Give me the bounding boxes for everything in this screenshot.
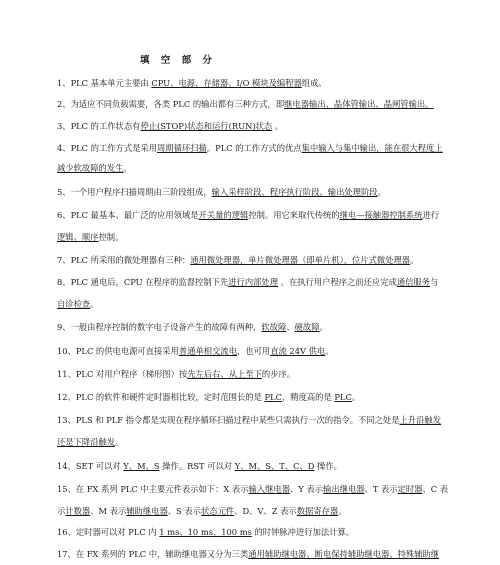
- answer-text: 通用微处理器，单片微处理器（即单片机），位片式微处理器: [190, 255, 411, 265]
- question-text: 的步序。: [261, 369, 296, 379]
- answer-text: 计数器: [65, 506, 91, 516]
- answer-text: 自诊检查: [57, 299, 91, 309]
- answer-text: 直流 24V 供电: [270, 346, 326, 356]
- question-text: 。: [123, 163, 132, 173]
- question-text: 13、PLS 和 PLF 指令都是实现在程序循环扫描过程中某些只需执行一次的指令。不同之处是: [57, 415, 400, 425]
- question-text: 、D、V、Z 表示: [234, 506, 297, 516]
- answer-text: 硬故障: [294, 322, 320, 332]
- question-text: 12、PLC 的软件和硬件定时器相比较，定时范围长的是: [57, 392, 265, 402]
- question-text: 14、SET 可以对: [57, 461, 124, 471]
- question-text: 11、PLC 对用户程序（梯形图）按: [57, 369, 188, 379]
- question-line: [57, 506, 347, 517]
- question-line: [57, 346, 334, 357]
- question-text: 。: [410, 255, 419, 265]
- question-line: [57, 121, 283, 132]
- question-text: 2、为适应不同负载需要，各类 PLC 的输出都有三种方式，即: [57, 99, 285, 109]
- answer-text: 定时器: [397, 484, 423, 494]
- question-line: [57, 143, 443, 154]
- answer-text: 停止(STOP)状态和运行(RUN)状态: [140, 121, 273, 131]
- question-text: 与: [430, 277, 439, 287]
- question-text: 16、定时器可以对 PLC 内: [57, 527, 160, 537]
- question-line: [57, 369, 295, 380]
- answer-text: 还是下降沿触发: [57, 437, 116, 447]
- answer-text: 集中输入与集中输出，能在很大程度上: [301, 143, 443, 153]
- question-text: 、M 表示: [90, 506, 127, 516]
- question-line: [57, 232, 123, 243]
- question-text: 控制。用它来取代传统的: [248, 210, 340, 220]
- answer-text: 先左后右、从上至下: [187, 369, 262, 379]
- question-text: 、T 表示: [364, 484, 398, 494]
- question-text: 6、PLC 最基本、最广泛的应用领域是: [57, 210, 199, 220]
- question-line: [57, 210, 439, 221]
- question-text: 9、一般由程序控制的数字电子设备产生的故障有两种，: [57, 322, 262, 332]
- answer-text: PLC: [264, 392, 282, 402]
- answer-text: 上升沿触发: [399, 415, 441, 425]
- question-line: [57, 277, 438, 288]
- question-line: [57, 392, 360, 403]
- answer-text: 输入采样阶段、程序执行阶段、输出处理阶段: [211, 187, 378, 197]
- question-text: 。: [325, 346, 334, 356]
- answer-text: 通用辅助继电器、断电保持辅助继电器、特殊辅助继: [248, 549, 440, 559]
- answer-text: 辅助继电器: [126, 506, 168, 516]
- question-line: [57, 163, 132, 174]
- question-text: 、Y 表示: [290, 484, 324, 494]
- answer-text: PLC: [334, 392, 352, 402]
- question-line: [57, 187, 386, 198]
- question-text: 。在执行用户程序之前还应完成: [278, 277, 397, 287]
- question-text: 进行: [422, 210, 440, 220]
- answer-text: 逻辑、顺序: [57, 232, 99, 242]
- answer-text: 输出继电器: [323, 484, 365, 494]
- question-text: 、S 表示: [167, 506, 201, 516]
- question-text: 。: [90, 299, 99, 309]
- question-line: [57, 322, 328, 333]
- question-line: [57, 415, 441, 426]
- answer-text: 继电—接触器控制系统: [339, 210, 423, 220]
- question-line: [57, 99, 433, 110]
- question-line: [57, 299, 99, 310]
- question-text: 。: [338, 506, 347, 516]
- answer-text: 1 ms、10 ms、100 ms: [159, 527, 252, 537]
- answer-text: CPU、电源、存储器、I/O 模块及编程器: [151, 78, 302, 88]
- question-line: [57, 255, 418, 266]
- question-text: 4、PLC 的工作方式是采用: [57, 143, 158, 153]
- question-text: 10、PLC 的供电电源可直接采用: [57, 346, 179, 356]
- answer-text: 普通单相交流电: [178, 346, 237, 356]
- answer-text: 输入继电器: [248, 484, 291, 494]
- question-text: 。: [115, 437, 124, 447]
- question-text: 组成。: [301, 78, 327, 88]
- question-line: [57, 527, 354, 538]
- question-line: [57, 437, 123, 448]
- question-text: 、: [286, 322, 295, 332]
- question-text: 操作。: [314, 461, 342, 471]
- answer-text: 通信服务: [396, 277, 431, 287]
- question-text: 的时钟脉冲进行加法计算。: [251, 527, 355, 537]
- question-line: [57, 461, 342, 472]
- question-text: ，精度高的是: [281, 392, 335, 402]
- answer-text: Y、M、S、T、C、D: [234, 461, 315, 471]
- question-text: 。: [377, 187, 386, 197]
- question-text: 。: [319, 322, 328, 332]
- question-text: 、C 表: [422, 484, 449, 494]
- question-text: 3、PLC 的工作状态有: [57, 121, 141, 131]
- answer-text: 数据寄存器: [296, 506, 339, 516]
- question-text: 。PLC 的工作方式的优点: [206, 143, 302, 153]
- answer-text: 软故障: [261, 322, 287, 332]
- question-text: 15、在 FX 系列 PLC 中主要元件表示如下：X 表示: [57, 484, 249, 494]
- question-line: [57, 549, 439, 560]
- answer-text: 进行内部处理: [228, 277, 279, 287]
- question-text: 。: [272, 121, 284, 131]
- answer-text: Y、M、S: [123, 461, 160, 471]
- question-text: 。: [351, 392, 361, 402]
- question-text: ，也可用: [237, 346, 271, 356]
- answer-text: 减少软故障的发生: [57, 163, 124, 173]
- answer-text: 开关量的逻辑: [198, 210, 249, 220]
- answer-text: 周期循环扫描: [157, 143, 207, 153]
- answer-text: 状态元件: [200, 506, 235, 516]
- question-text: 1、PLC 基本单元主要由: [57, 78, 152, 88]
- section-title: 填 空 部 分: [140, 55, 216, 66]
- question-text: 7、PLC 所采用的微处理器有三种：: [57, 255, 191, 265]
- question-text: 17、在 FX 系列的 PLC 中，辅助继电器又分为三类: [57, 549, 249, 559]
- question-text: 5、一个用户程序扫描周期由三阶段组成，: [57, 187, 212, 197]
- question-line: [57, 484, 448, 495]
- answer-text: 继电器输出、晶体管输出、晶闸管输出。: [284, 99, 434, 109]
- question-text: 操作。RST 可以对: [159, 461, 235, 471]
- question-text: 控制。: [98, 232, 124, 242]
- question-text: 示: [57, 506, 66, 516]
- question-text: 8、PLC 通电后，CPU 在程序的监督控制下先: [57, 277, 229, 287]
- question-line: [57, 78, 327, 89]
